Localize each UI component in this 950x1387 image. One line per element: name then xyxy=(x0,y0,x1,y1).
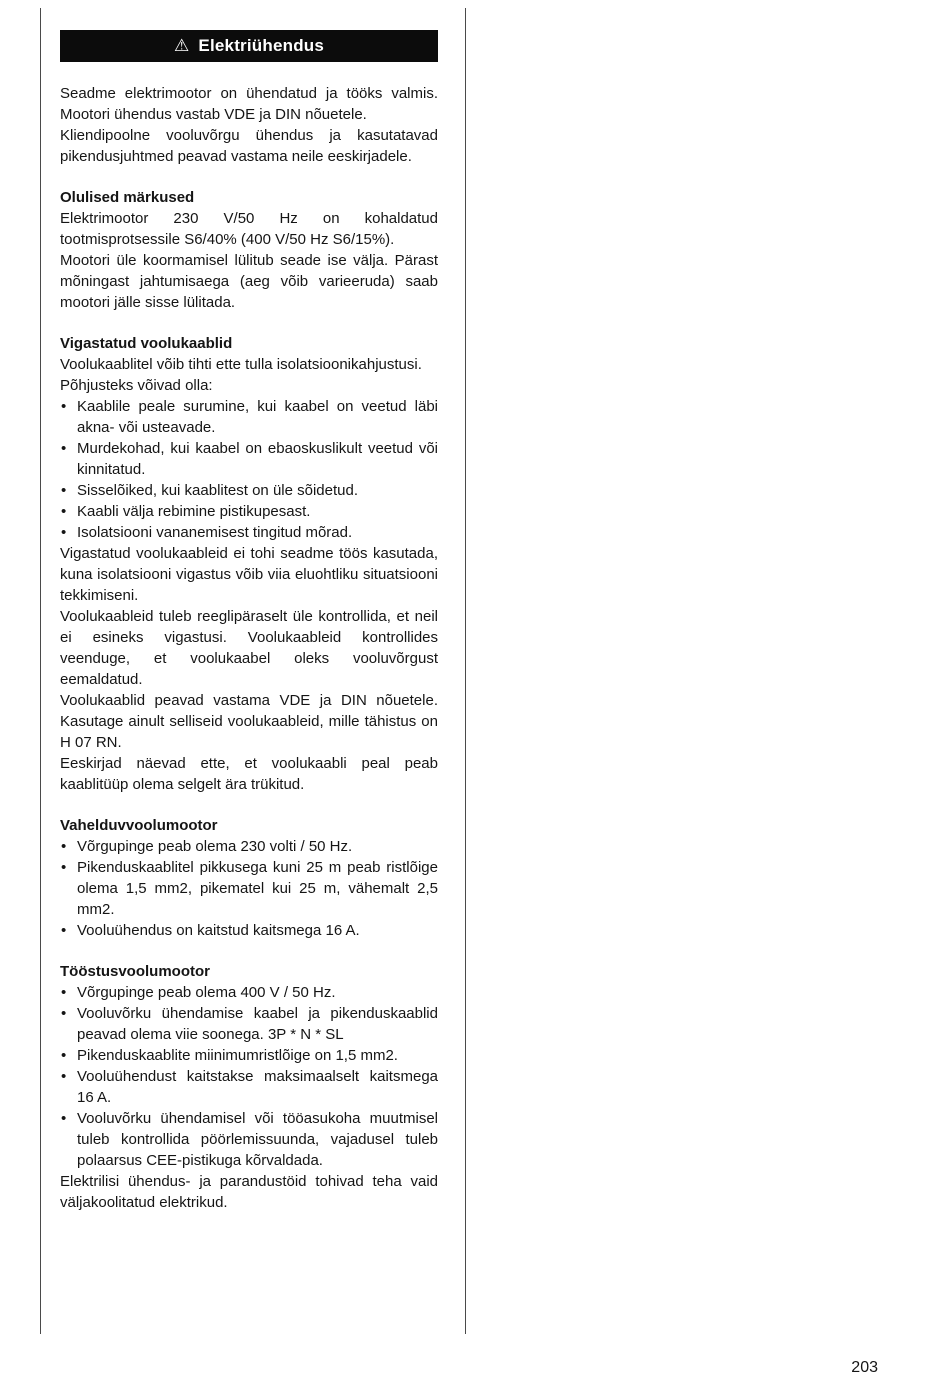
list-item xyxy=(60,501,438,522)
list-item-text: Murdekohad, kui kaabel on ebaoskuslikult veetud või kinnitatud. xyxy=(77,440,438,478)
list-item-text: Vooluvõrku ühendamisel või tööasukoha muutmisel tuleb kontrollida pöörlemissuunda, vajadusel tuleb polaarsus CEE-pistikuga kõrvaldada. xyxy=(77,1110,438,1169)
warning-icon: ⚠ xyxy=(173,36,190,55)
list-item-text: Sisselõiked, kui kaablitest on üle sõidetud. xyxy=(77,482,359,499)
paragraph: Mootori üle koormamisel lülitub seade ise välja. Pärast mõningast jahtumisaega (aeg võib varieeruda) saab mootori jälle sisse lülitada. xyxy=(60,252,438,311)
section-title-vigastatud-voolukaablid: Vigastatud voolukaablid xyxy=(60,335,233,352)
paragraph: Elektrilisi ühendus- ja parandustöid tohivad teha vaid väljakoolitatud elektrikud. xyxy=(60,1173,438,1211)
paragraph: Vigastatud voolukaableid ei tohi seadme töös kasutada, kuna isolatsiooni vigastus võib viia eluohtliku situatsiooni tekkimiseni. xyxy=(60,545,438,604)
list-item xyxy=(60,1003,438,1045)
bullet-icon: • xyxy=(61,1005,67,1022)
section-title-olulised-markused: Olulised märkused xyxy=(60,189,195,206)
list-item-text: Vooluühendus on kaitstud kaitsmega 16 A. xyxy=(77,922,360,939)
bullet-icon: • xyxy=(61,1110,67,1127)
bullet-icon: • xyxy=(61,1068,67,1085)
intro-paragraph-1: Seadme elektrimootor on ühendatud ja tööks valmis. Mootori ühendus vastab VDE ja DIN nõuetele. xyxy=(60,85,438,123)
list-item xyxy=(60,480,438,501)
text-column xyxy=(60,30,438,1213)
list-item xyxy=(60,857,438,920)
page-title: Elektriühendus xyxy=(198,36,325,55)
bullet-icon: • xyxy=(61,524,67,541)
bullet-icon: • xyxy=(61,503,67,520)
intro-paragraph-2: Kliendipoolne vooluvõrgu ühendus ja kasutatavad pikendusjuhtmed peavad vastama neile eeskirjadele. xyxy=(60,127,438,165)
bullet-icon: • xyxy=(61,838,67,855)
list-item xyxy=(60,396,438,438)
list-item xyxy=(60,1108,438,1171)
bullet-icon: • xyxy=(61,482,67,499)
list-item-text: Võrgupinge peab olema 400 V / 50 Hz. xyxy=(77,984,336,1001)
section-title-vahelduvvoolumootor: Vahelduvvoolumootor xyxy=(60,817,218,834)
paragraph: Eeskirjad näevad ette, et voolukaabli peal peab kaablitüüp olema selgelt ära trükitud. xyxy=(60,755,438,793)
section-title-toostusvoolumootor: Tööstusvoolumootor xyxy=(60,963,210,980)
list-item xyxy=(60,920,438,941)
list-item-text: Vooluühendust kaitstakse maksimaalselt kaitsmega 16 A. xyxy=(77,1068,438,1106)
bullet-icon: • xyxy=(61,859,67,876)
middle-column-rule xyxy=(465,8,466,1334)
paragraph: Voolukaablitel võib tihti ette tulla isolatsioonikahjustusi. xyxy=(60,356,422,373)
list-item-text: Vooluvõrku ühendamise kaabel ja pikenduskaablid peavad olema viie soonega. 3P * N * SL xyxy=(77,1005,438,1043)
list-item-text: Võrgupinge peab olema 230 volti / 50 Hz. xyxy=(77,838,353,855)
list-item-text: Pikenduskaablitel pikkusega kuni 25 m peab ristlõige olema 1,5 mm2, pikematel kui 25 m, vähemalt 2,5 mm2. xyxy=(77,859,438,918)
bullet-icon: • xyxy=(61,984,67,1001)
list-item xyxy=(60,438,438,480)
bullet-icon: • xyxy=(61,440,67,457)
list-item xyxy=(60,522,438,543)
left-column-rule xyxy=(40,8,41,1334)
paragraph: Voolukaablid peavad vastama VDE ja DIN nõuetele. Kasutage ainult selliseid voolukaableid, mille tähistus on H 07 RN. xyxy=(60,692,438,751)
bullet-icon: • xyxy=(61,922,67,939)
bullet-icon: • xyxy=(61,1047,67,1064)
bullet-icon: • xyxy=(61,398,67,415)
list-item-text: Kaablile peale surumine, kui kaabel on veetud läbi akna- või usteavade. xyxy=(77,398,438,436)
list-item xyxy=(60,1066,438,1108)
paragraph: Põhjusteks võivad olla: xyxy=(60,377,213,394)
page-number: 203 xyxy=(851,1359,878,1376)
list-item xyxy=(60,1045,438,1066)
list-item xyxy=(60,836,438,857)
paragraph: Elektrimootor 230 V/50 Hz on kohaldatud tootmisprotsessile S6/40% (400 V/50 Hz S6/15%). xyxy=(60,210,438,248)
list-item-text: Pikenduskaablite miinimumristlõige on 1,5 mm2. xyxy=(77,1047,398,1064)
section-header-bar xyxy=(60,30,438,62)
list-item-text: Kaabli välja rebimine pistikupesast. xyxy=(77,503,311,520)
list-item-text: Isolatsiooni vananemisest tingitud mõrad. xyxy=(77,524,353,541)
list-item xyxy=(60,982,438,1003)
paragraph: Voolukaableid tuleb reeglipäraselt üle kontrollida, et neil ei esineks vigastusi. Voolukaableid kontrollides veenduge, et voolukaabel oleks vooluvõrgust eemaldatud. xyxy=(60,608,438,688)
